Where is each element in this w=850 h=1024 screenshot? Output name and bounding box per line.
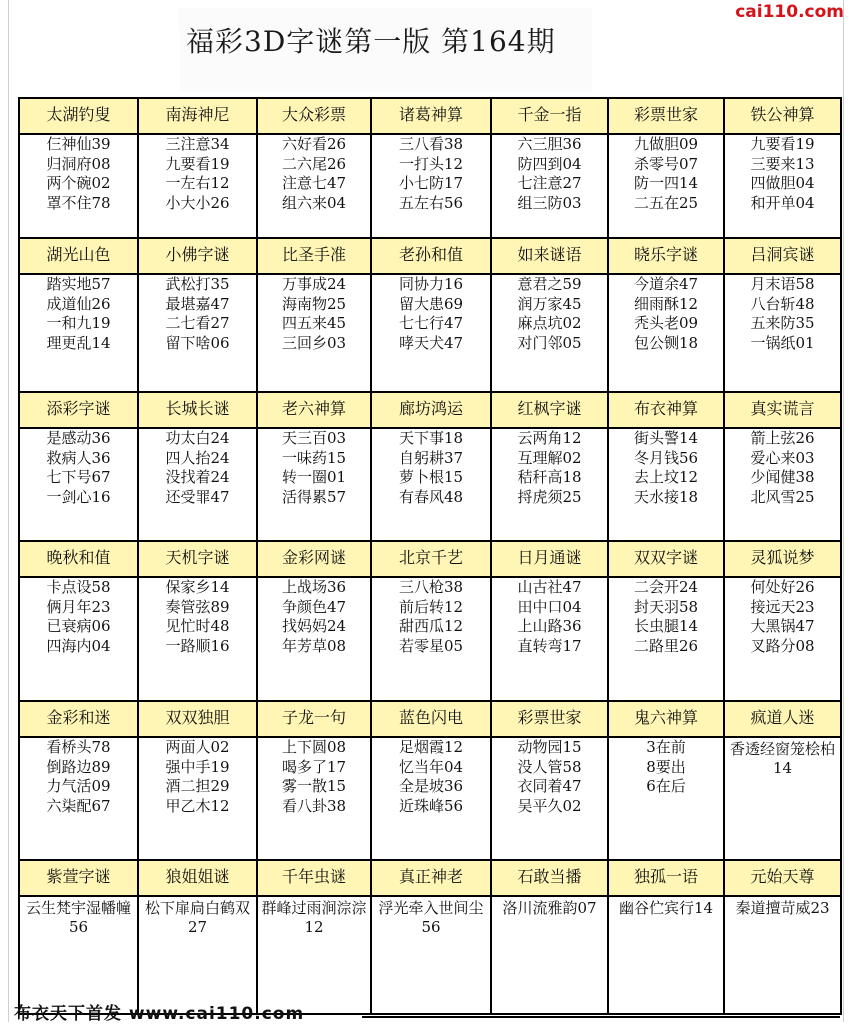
expert-name: 南海神尼 <box>138 98 257 134</box>
page-title: 福彩3D字谜第一版 第164期 <box>186 25 556 58</box>
expert-name: 彩票世家 <box>608 98 724 134</box>
riddle-line: 二会开24 <box>633 578 699 596</box>
riddle-line: 救病人36 <box>46 448 111 467</box>
header-row <box>19 238 841 274</box>
riddle-line: 还受罪47 <box>165 487 230 506</box>
riddle-cell <box>371 896 491 1014</box>
riddle-line: 小七防17 <box>398 174 464 192</box>
riddle-line: 田中口04 <box>517 597 582 616</box>
header-row <box>19 701 841 737</box>
riddle-cell <box>491 428 608 541</box>
riddle-line: 七七行47 <box>398 314 464 332</box>
riddle-cell <box>724 274 841 392</box>
riddle-cell <box>138 737 257 860</box>
riddle-line: 留下啥06 <box>165 333 230 352</box>
riddle-line: 6在后 <box>646 777 686 795</box>
riddle-line: 四人抬24 <box>165 448 230 467</box>
riddle-cell <box>491 134 608 238</box>
riddle-line: 一味药15 <box>281 448 347 467</box>
riddle-line: 功太白24 <box>165 429 230 447</box>
expert-name: 廊坊鸿运 <box>371 392 491 428</box>
riddle-line: 杀零号07 <box>633 154 699 173</box>
riddle-line: 小大小26 <box>165 193 230 212</box>
riddle-line: 六柒配67 <box>46 796 111 815</box>
riddle-line: 转一圈01 <box>281 468 347 486</box>
riddle-cell <box>491 896 608 1014</box>
expert-name: 双双字谜 <box>608 541 724 577</box>
riddle-line: 看桥头78 <box>46 738 111 756</box>
riddle-line: 麻点坑02 <box>517 314 582 332</box>
riddle-line: 秦道擅苛威23 <box>735 899 830 917</box>
riddle-line: 意君之59 <box>517 275 582 293</box>
riddle-line: 甜西瓜12 <box>398 617 464 635</box>
riddle-line: 上战场36 <box>281 578 347 596</box>
expert-name: 蓝色闪电 <box>371 701 491 737</box>
riddle-line: 踏实地57 <box>46 275 111 293</box>
riddle-line: 三八看38 <box>398 135 464 153</box>
riddle-cell <box>608 896 724 1014</box>
riddle-line: 二五在25 <box>633 193 699 212</box>
riddle-line: 仨神仙39 <box>46 135 111 153</box>
riddle-cell <box>19 274 138 392</box>
riddle-line: 万事成24 <box>281 275 347 293</box>
footer-rule <box>362 1016 840 1018</box>
riddle-line: 幽谷伫宾行14 <box>618 899 714 917</box>
expert-name: 双双独胆 <box>138 701 257 737</box>
riddle-line: 冬月钱56 <box>633 448 699 467</box>
expert-name: 真实谎言 <box>724 392 841 428</box>
riddle-line: 忆当年04 <box>398 757 464 776</box>
riddle-line: 云生梵宇湿幡幢56 <box>25 899 131 936</box>
riddle-cell <box>724 577 841 701</box>
riddle-line: 前后转12 <box>398 597 464 616</box>
riddle-line: 捋虎须25 <box>517 487 582 506</box>
riddle-line: 互理解02 <box>517 448 582 467</box>
riddle-cell <box>257 274 371 392</box>
header-row <box>19 98 841 134</box>
riddle-line: 七下号67 <box>46 468 111 486</box>
riddle-line: 近珠峰56 <box>398 796 464 815</box>
expert-name: 如来谜语 <box>491 238 608 274</box>
riddle-line: 秸秆高18 <box>517 468 582 486</box>
expert-name: 紫萱字谜 <box>19 860 138 896</box>
riddle-line: 没找着24 <box>165 468 230 486</box>
riddle-line: 组三防03 <box>517 193 582 212</box>
riddle-line: 九要看19 <box>750 135 815 153</box>
expert-name: 比圣手准 <box>257 238 371 274</box>
riddle-line: 足烟霞12 <box>398 738 464 756</box>
riddle-line: 北风雪25 <box>750 487 815 506</box>
riddle-line: 奏管弦89 <box>165 597 230 616</box>
riddle-line: 润万家45 <box>517 294 582 313</box>
riddle-line: 五来防35 <box>750 314 815 332</box>
expert-name: 铁公神算 <box>724 98 841 134</box>
content-row <box>19 274 841 392</box>
riddle-line: 去上坟12 <box>633 468 699 486</box>
riddle-cell <box>608 428 724 541</box>
riddle-line: 全是坡36 <box>398 777 464 795</box>
riddle-cell <box>19 428 138 541</box>
riddle-line: 群峰过雨涧淙淙12 <box>261 899 367 936</box>
expert-name: 老六神算 <box>257 392 371 428</box>
riddle-line: 四五来45 <box>281 314 347 332</box>
riddle-line: 自躬耕37 <box>398 448 464 467</box>
expert-name: 彩票世家 <box>491 701 608 737</box>
riddle-line: 对门邻05 <box>517 333 582 352</box>
riddle-line: 强中手19 <box>165 757 230 776</box>
content-row <box>19 134 841 238</box>
riddle-line: 一左右12 <box>165 174 230 192</box>
expert-name: 大众彩票 <box>257 98 371 134</box>
expert-name: 疯道人迷 <box>724 701 841 737</box>
riddle-line: 俩月年23 <box>46 597 111 616</box>
riddle-line: 3在前 <box>646 738 686 756</box>
riddle-line: 理更乱14 <box>46 333 111 352</box>
expert-name: 长城长谜 <box>138 392 257 428</box>
riddle-line: 找妈妈24 <box>281 617 347 635</box>
riddle-line: 两面人02 <box>165 738 230 756</box>
riddle-cell <box>138 274 257 392</box>
riddle-line: 最堪嘉47 <box>165 294 230 313</box>
riddle-line: 直转弯17 <box>517 636 582 655</box>
riddle-cell <box>257 896 371 1014</box>
riddle-line: 一打头12 <box>398 154 464 173</box>
riddle-line: 若零星05 <box>398 636 464 655</box>
riddle-cell <box>257 737 371 860</box>
riddle-line: 成道仙26 <box>46 294 111 313</box>
riddle-line: 看八卦38 <box>281 796 347 815</box>
riddle-line: 六三胆36 <box>517 135 582 153</box>
content-row <box>19 896 841 1014</box>
riddle-line: 活得累57 <box>281 487 347 506</box>
riddle-line: 一锅纸01 <box>750 333 815 352</box>
riddle-line: 山古社47 <box>517 578 582 596</box>
riddle-cell <box>371 577 491 701</box>
riddle-line: 少闻健38 <box>750 468 815 486</box>
title-blank-area <box>22 30 180 90</box>
riddle-line: 四做胆04 <box>750 174 815 192</box>
riddle-line: 九要看19 <box>165 154 230 173</box>
expert-name: 晓乐字谜 <box>608 238 724 274</box>
riddle-line: 何处好26 <box>750 578 815 596</box>
riddle-line: 年芳草08 <box>281 636 347 655</box>
riddle-cell <box>19 577 138 701</box>
riddle-line: 两个碗02 <box>46 174 111 192</box>
riddle-line: 包公铡18 <box>633 333 699 352</box>
riddle-line: 洛川流雅韵07 <box>502 899 597 917</box>
riddle-cell <box>608 274 724 392</box>
riddle-line: 一剑心16 <box>46 487 111 506</box>
riddle-cell <box>491 737 608 860</box>
riddle-cell <box>608 577 724 701</box>
riddle-line: 吴平久02 <box>517 796 582 815</box>
riddle-cell <box>19 134 138 238</box>
riddle-line: 云两角12 <box>517 429 582 447</box>
riddle-line: 封天羽58 <box>633 597 699 616</box>
expert-name: 诸葛神算 <box>371 98 491 134</box>
riddle-line: 三回乡03 <box>281 333 347 352</box>
riddle-cell <box>724 134 841 238</box>
riddle-line: 一路顺16 <box>165 636 230 655</box>
riddle-line: 大黑锅47 <box>750 617 815 635</box>
riddle-line: 八台斩48 <box>750 294 815 313</box>
riddle-line: 四海内04 <box>46 636 111 655</box>
riddle-cell <box>138 134 257 238</box>
footer-credit: 布衣天下首发 www.cai110.com <box>14 1004 305 1024</box>
header-row <box>19 541 841 577</box>
riddle-line: 九做胆09 <box>633 135 699 153</box>
header-row <box>19 392 841 428</box>
riddle-line: 甲乙木12 <box>165 796 230 815</box>
riddle-line: 上下圆08 <box>281 738 347 756</box>
riddle-line: 细雨酥12 <box>633 294 699 313</box>
riddle-grid <box>18 97 842 1015</box>
riddle-line: 组六来04 <box>281 193 347 212</box>
riddle-line: 8要出 <box>646 757 686 776</box>
riddle-cell <box>371 134 491 238</box>
riddle-line: 香透经窗笼桧柏14 <box>729 740 835 777</box>
expert-name: 北京千艺 <box>371 541 491 577</box>
expert-name: 千年虫谜 <box>257 860 371 896</box>
riddle-line: 已衰病06 <box>46 617 111 635</box>
riddle-line: 月末语58 <box>750 275 815 293</box>
riddle-line: 三要来13 <box>750 154 815 173</box>
riddle-cell <box>724 896 841 1014</box>
riddle-line: 浮光牵入世间尘56 <box>378 899 484 936</box>
riddle-line: 归洞府08 <box>46 154 111 173</box>
expert-name: 金彩网谜 <box>257 541 371 577</box>
riddle-line: 见忙时48 <box>165 617 230 635</box>
riddle-line: 罩不住78 <box>46 193 111 212</box>
riddle-line: 上山路36 <box>517 617 582 635</box>
header-row <box>19 860 841 896</box>
riddle-line: 卡点设58 <box>46 578 111 596</box>
expert-name: 日月通谜 <box>491 541 608 577</box>
riddle-line: 七注意27 <box>517 174 582 192</box>
content-row <box>19 577 841 701</box>
expert-name: 狼姐姐谜 <box>138 860 257 896</box>
riddle-line: 同协力16 <box>398 275 464 293</box>
riddle-line: 秃头老09 <box>633 314 699 332</box>
riddle-cell <box>724 428 841 541</box>
riddle-cell <box>724 737 841 860</box>
riddle-line: 天三百03 <box>281 429 347 447</box>
riddle-cell <box>608 737 724 860</box>
riddle-line: 争颜色47 <box>281 597 347 616</box>
riddle-line: 衣同着47 <box>517 777 582 795</box>
riddle-line: 天下事18 <box>398 429 464 447</box>
riddle-line: 是感动36 <box>46 429 111 447</box>
riddle-line: 有春风48 <box>398 487 464 506</box>
expert-name: 添彩字谜 <box>19 392 138 428</box>
riddle-cell <box>138 896 257 1014</box>
riddle-cell <box>371 428 491 541</box>
expert-name: 晚秋和值 <box>19 541 138 577</box>
content-row <box>19 428 841 541</box>
expert-name: 老孙和值 <box>371 238 491 274</box>
expert-name: 布衣神算 <box>608 392 724 428</box>
expert-name: 吕洞宾谜 <box>724 238 841 274</box>
expert-name: 金彩和迷 <box>19 701 138 737</box>
riddle-cell <box>371 274 491 392</box>
expert-name: 鬼六神算 <box>608 701 724 737</box>
riddle-cell <box>19 737 138 860</box>
expert-name: 真正神老 <box>371 860 491 896</box>
riddle-line: 防一四14 <box>633 174 699 192</box>
riddle-line: 力气活09 <box>46 777 111 795</box>
riddle-cell <box>491 577 608 701</box>
riddle-line: 叉路分08 <box>750 636 815 655</box>
expert-name: 湖光山色 <box>19 238 138 274</box>
expert-name: 元始天尊 <box>724 860 841 896</box>
content-row <box>19 737 841 860</box>
riddle-line: 六好看26 <box>281 135 347 153</box>
riddle-line: 没人管58 <box>517 757 582 776</box>
riddle-line: 和开单04 <box>750 193 815 212</box>
brand-logo-text[interactable]: cai110.com <box>735 2 844 22</box>
riddle-line: 天水接18 <box>633 487 699 506</box>
riddle-cell <box>371 737 491 860</box>
riddle-line: 哮天犬47 <box>398 333 464 352</box>
expert-name: 小佛字谜 <box>138 238 257 274</box>
expert-name: 灵狐说梦 <box>724 541 841 577</box>
riddle-cell <box>608 134 724 238</box>
riddle-cell <box>257 134 371 238</box>
riddle-line: 箭上弦26 <box>750 429 815 447</box>
riddle-line: 萝卜根15 <box>398 468 464 486</box>
riddle-line: 海南物25 <box>281 294 347 313</box>
riddle-line: 保家乡14 <box>165 578 230 596</box>
riddle-line: 防四到04 <box>517 154 582 173</box>
expert-name: 独孤一语 <box>608 860 724 896</box>
riddle-line: 一和九19 <box>46 314 111 332</box>
expert-name: 太湖钓叟 <box>19 98 138 134</box>
riddle-line: 爱心来03 <box>750 448 815 467</box>
riddle-line: 雾一散15 <box>281 777 347 795</box>
riddle-line: 酒二担29 <box>165 777 230 795</box>
riddle-line: 今道余47 <box>633 275 699 293</box>
expert-name: 红枫字谜 <box>491 392 608 428</box>
expert-name: 千金一指 <box>491 98 608 134</box>
riddle-line: 接远天23 <box>750 597 815 616</box>
riddle-line: 二七看27 <box>165 314 230 332</box>
riddle-line: 喝多了17 <box>281 757 347 776</box>
riddle-line: 三注意34 <box>165 135 230 153</box>
riddle-cell <box>257 428 371 541</box>
riddle-cell <box>138 577 257 701</box>
riddle-cell <box>257 577 371 701</box>
riddle-line: 留大患69 <box>398 294 464 313</box>
riddle-line: 三八枪38 <box>398 578 464 596</box>
expert-name: 石敢当播 <box>491 860 608 896</box>
riddle-line: 长虫腿14 <box>633 617 699 635</box>
riddle-line: 二路里26 <box>633 636 699 655</box>
expert-name: 天机字谜 <box>138 541 257 577</box>
riddle-line: 武松打35 <box>165 275 230 293</box>
riddle-line: 街头警14 <box>633 429 699 447</box>
riddle-line: 倒路边89 <box>46 757 111 776</box>
riddle-cell <box>491 274 608 392</box>
riddle-line: 注意七47 <box>281 174 347 192</box>
riddle-line: 五左右56 <box>398 193 464 212</box>
riddle-cell <box>138 428 257 541</box>
riddle-cell <box>19 896 138 1014</box>
riddle-line: 松下扉扃白鹤双27 <box>144 899 250 936</box>
riddle-line: 二六尾26 <box>281 154 347 173</box>
riddle-line: 动物园15 <box>517 738 582 756</box>
expert-name: 子龙一句 <box>257 701 371 737</box>
